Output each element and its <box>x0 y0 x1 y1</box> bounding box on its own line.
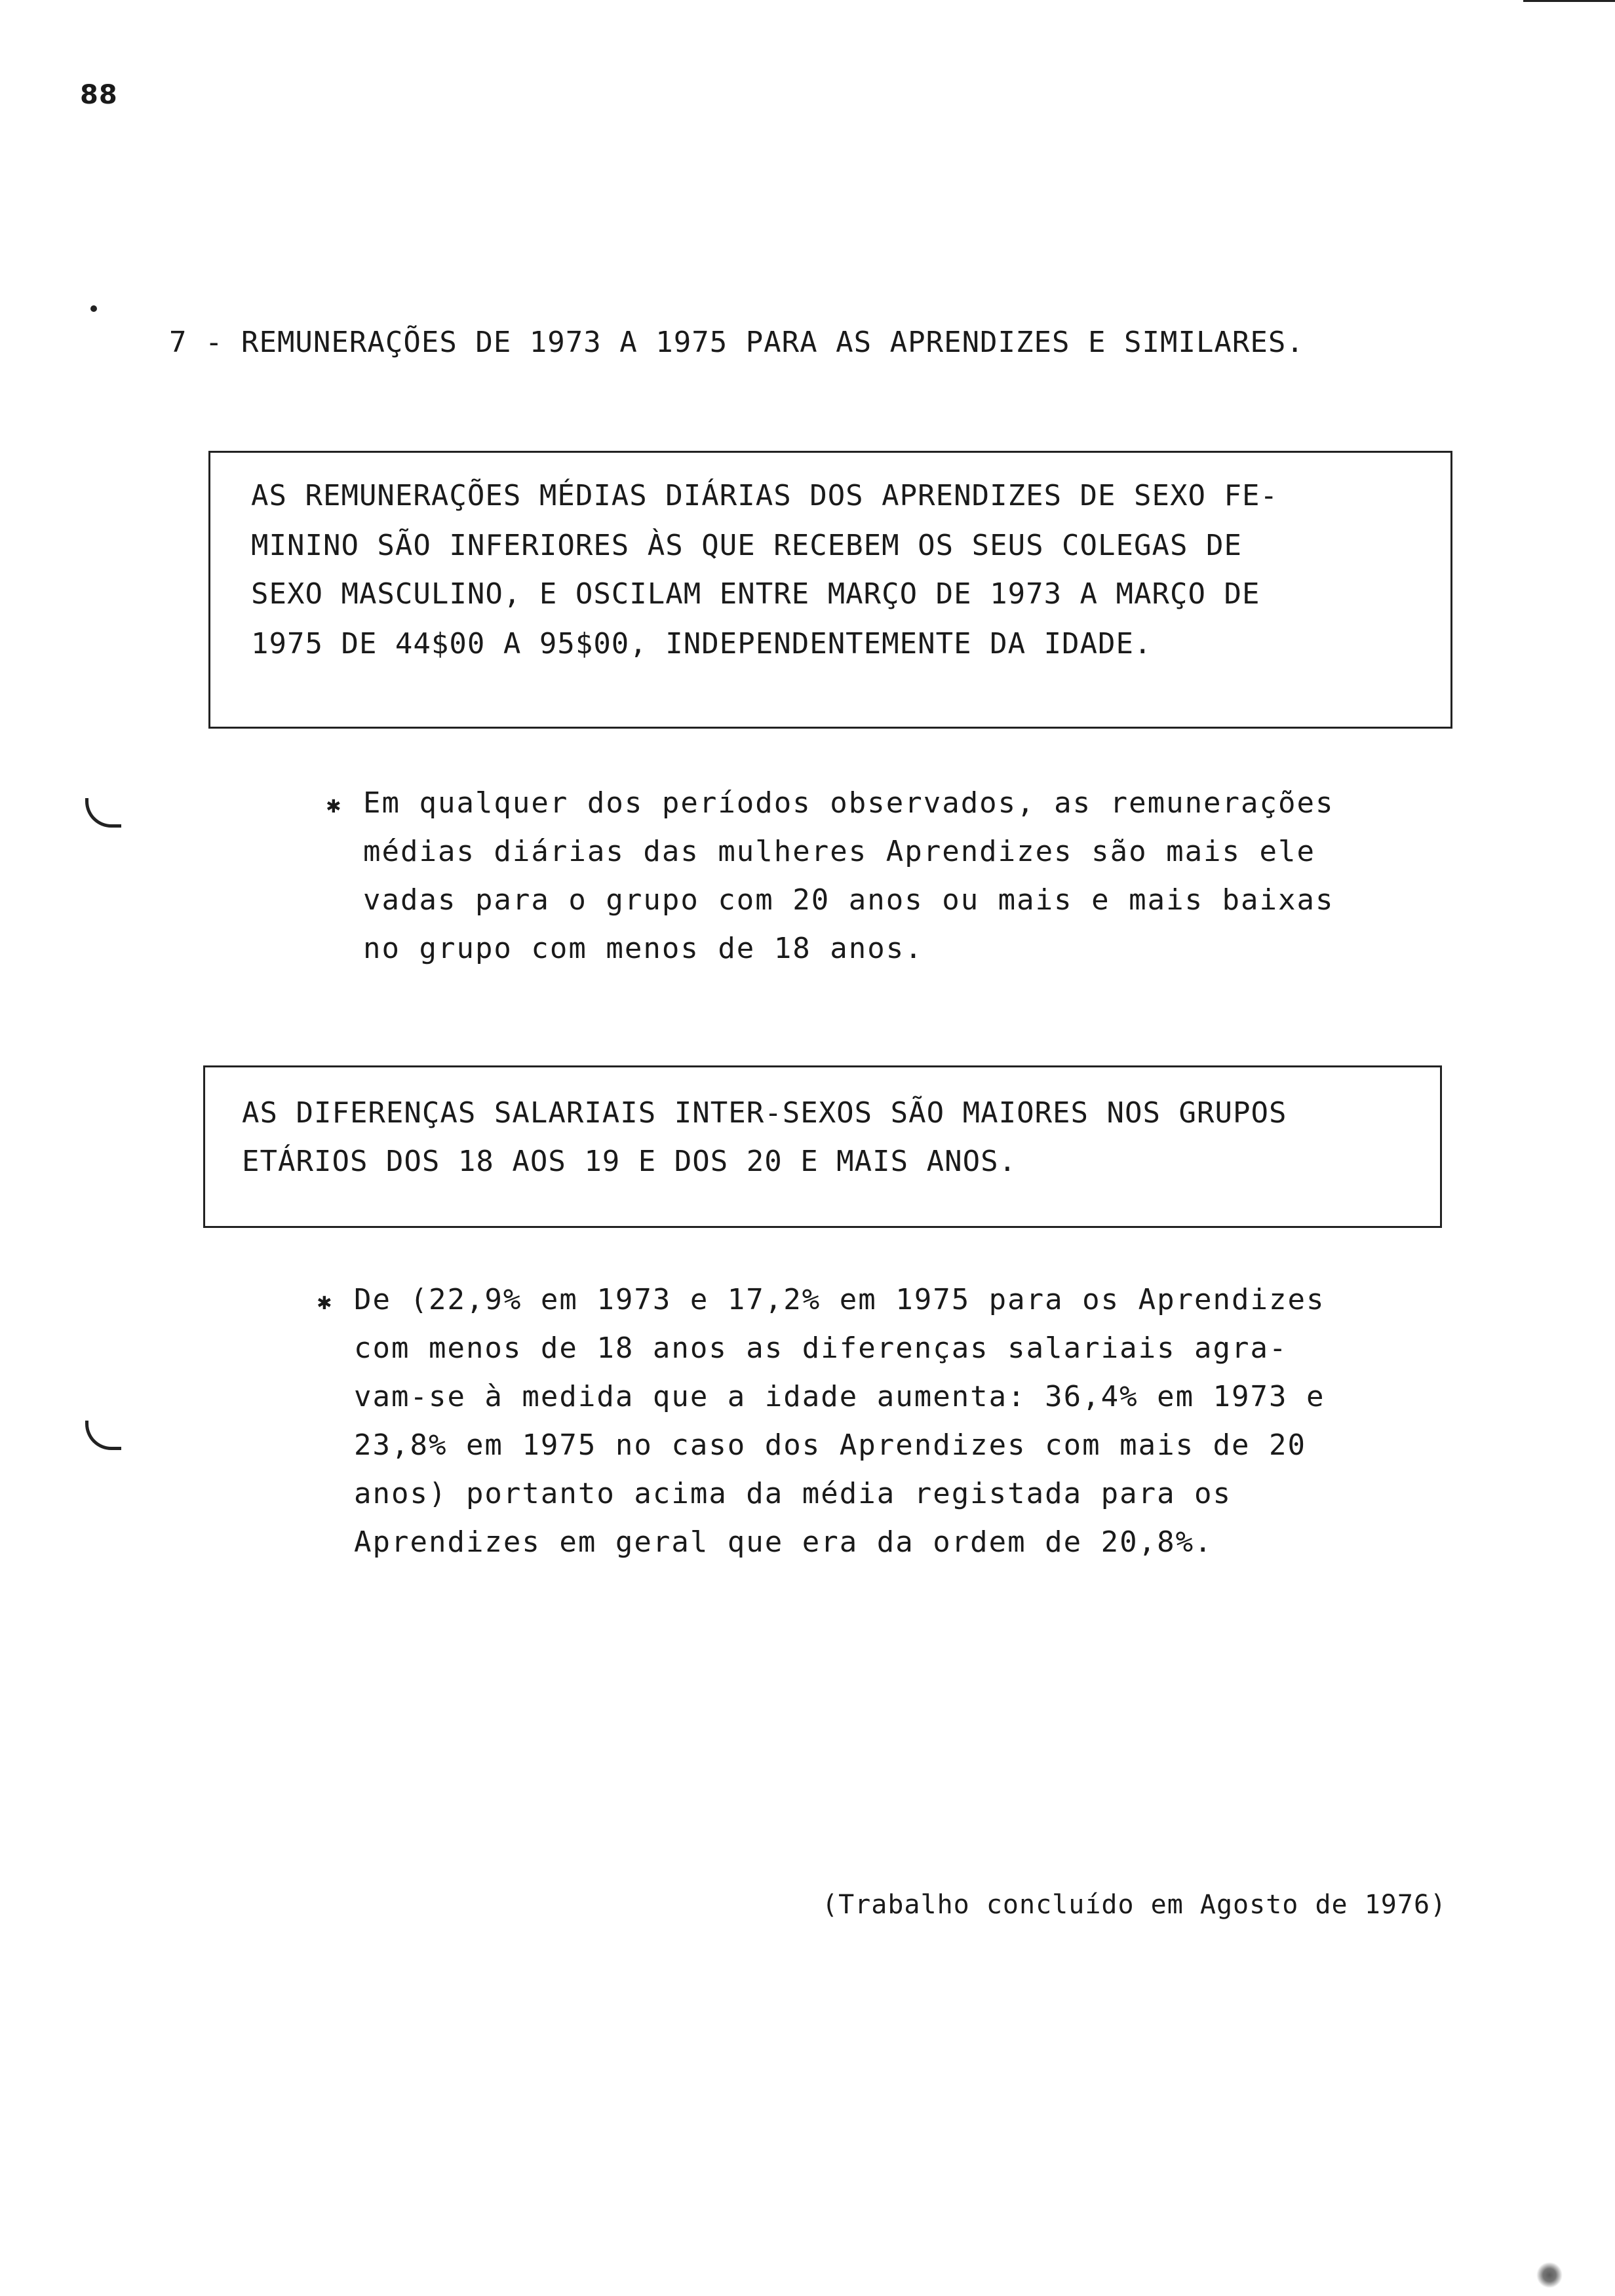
box-1-line: 1975 DE 44$00 A 95$00, INDEPENDENTEMENTE DA IDADE. <box>251 627 1152 660</box>
bullet-2-line: anos) portanto acima da média registada para os <box>354 1477 1232 1510</box>
section-heading: 7 - REMUNERAÇÕES DE 1973 A 1975 PARA AS APRENDIZES E SIMILARES. <box>169 326 1304 359</box>
bullet-1-line: Em qualquer dos períodos observados, as remunerações <box>363 786 1334 820</box>
bullet-2-line: 23,8% em 1975 no caso dos Aprendizes com mais de 20 <box>354 1428 1307 1462</box>
margin-bracket-mark <box>85 798 121 828</box>
box-1-line: MININO SÃO INFERIORES ÀS QUE RECEBEM OS SEUS COLEGAS DE <box>251 529 1242 562</box>
bullet-2-line: De (22,9% em 1973 e 17,2% em 1975 para os Aprendizes <box>354 1283 1325 1316</box>
top-rule <box>1523 0 1615 2</box>
bullet-1-line: médias diárias das mulheres Aprendizes são mais ele <box>363 835 1316 868</box>
bullet-2-line: Aprendizes em geral que era da ordem de 20,8%. <box>354 1525 1213 1559</box>
completion-note: (Trabalho concluído em Agosto de 1976) <box>822 1890 1447 1920</box>
margin-bracket-mark <box>85 1421 121 1450</box>
bullet-1-line: no grupo com menos de 18 anos. <box>363 932 924 965</box>
summary-box-2 <box>203 1065 1442 1228</box>
scan-smudge <box>1536 2262 1563 2288</box>
summary-box-1 <box>208 451 1452 729</box>
asterisk-bullet-icon: ✱ <box>317 1288 333 1315</box>
page-number: 88 <box>80 80 118 110</box>
bullet-2-line: vam-se à medida que a idade aumenta: 36,4% em 1973 e <box>354 1380 1325 1413</box>
box-1-line: SEXO MASCULINO, E OSCILAM ENTRE MARÇO DE 1973 A MARÇO DE <box>251 577 1260 611</box>
box-2-line: AS DIFERENÇAS SALARIAIS INTER-SEXOS SÃO MAIORES NOS GRUPOS <box>242 1096 1287 1130</box>
margin-dot <box>90 305 97 312</box>
box-1-line: AS REMUNERAÇÕES MÉDIAS DIÁRIAS DOS APRENDIZES DE SEXO FE- <box>251 479 1278 512</box>
bullet-2-line: com menos de 18 anos as diferenças salariais agra- <box>354 1331 1288 1365</box>
bullet-1-line: vadas para o grupo com 20 anos ou mais e mais baixas <box>363 883 1334 917</box>
asterisk-bullet-icon: ✱ <box>326 792 342 818</box>
box-2-line: ETÁRIOS DOS 18 AOS 19 E DOS 20 E MAIS ANOS. <box>242 1145 1017 1178</box>
